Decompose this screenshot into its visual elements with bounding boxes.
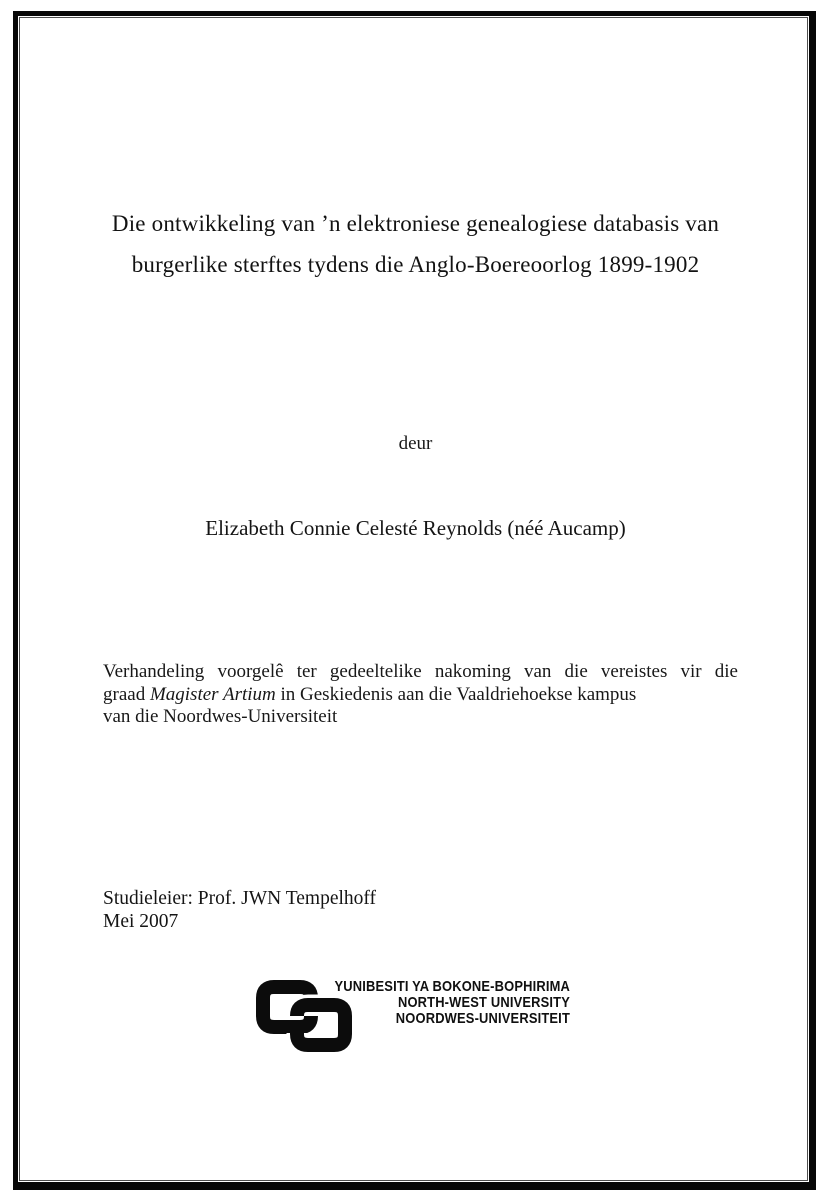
byline-deur: deur: [398, 433, 433, 454]
logo-line-english: NORTH-WEST UNIVERSITY: [397, 993, 570, 1011]
university-logo-text: [300, 979, 570, 1026]
submission-line-2-prefix: graad: [103, 683, 150, 705]
thesis-title-line-1: Die ontwikkeling van ’n elektroniese genealogiese databasis van: [111, 211, 720, 236]
date-line: Mei 2007: [103, 911, 179, 932]
submission-line-1: Verhandeling voorgelê ter gedeeltelike nakoming van die vereistes vir die: [103, 661, 738, 682]
supervisor-line: Studieleier: Prof. JWN Tempelhoff: [103, 888, 377, 909]
logo-line-setswana: YUNIBESITI YA BOKONE-BOPHIRIMA: [334, 978, 570, 995]
degree-name-italic: Magister Artium: [149, 683, 276, 705]
submission-statement: [103, 661, 738, 729]
university-logo: [256, 976, 578, 1060]
submission-line-2: [103, 684, 738, 707]
thesis-title-line-2: burgerlike sterftes tydens die Anglo-Boereoorlog 1899-1902: [131, 252, 700, 277]
submission-line-3: van die Noordwes-Universiteit: [103, 706, 338, 727]
author-name: Elizabeth Connie Celesté Reynolds (néé Aucamp): [205, 516, 626, 540]
submission-line-2-suffix: in Geskiedenis aan die Vaaldriehoekse kampus: [275, 683, 637, 705]
thesis-title: [48, 203, 783, 285]
logo-line-afrikaans: NOORDWES-UNIVERSITEIT: [395, 1009, 570, 1027]
